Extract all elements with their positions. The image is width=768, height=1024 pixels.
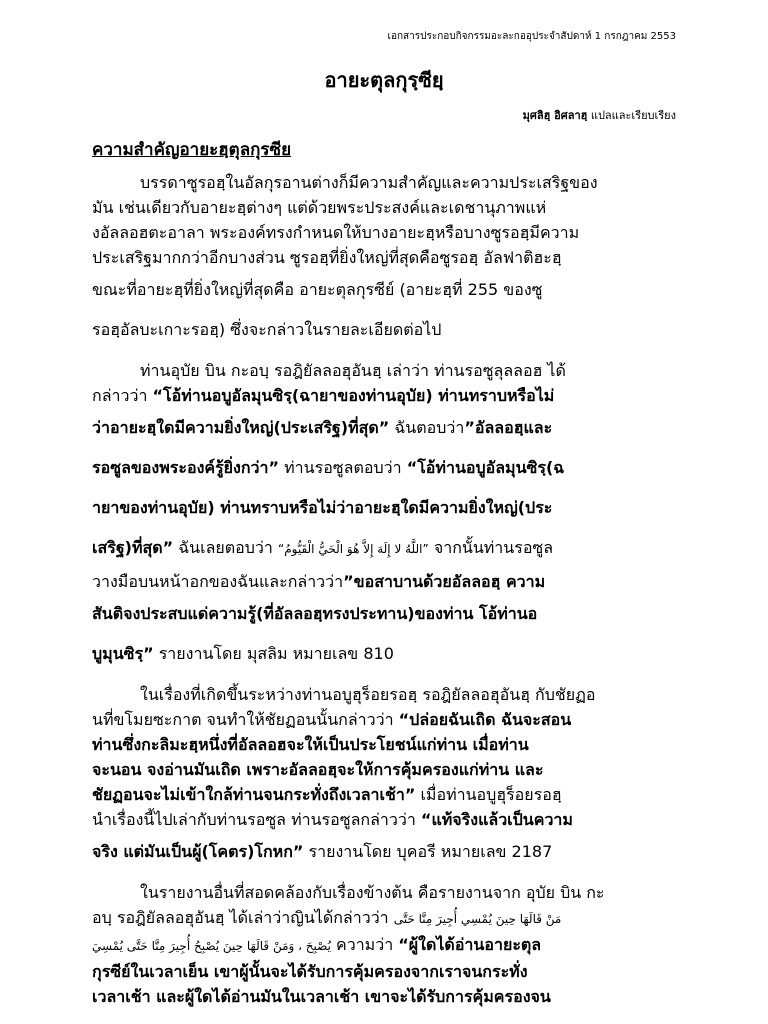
bold-quote: “ปล่อยฉันเถิด ฉันจะสอน: [398, 710, 572, 729]
bold-quote: ”ขอสาบานด้วยอัลลอฮฺ ความ: [343, 572, 546, 591]
translator-credit: [523, 106, 676, 124]
paragraph-line: [92, 528, 682, 569]
arabic-verse: ”اللَّهُ لا إِلَهَ إِلاَّ هُوَ الْحَيُّ الْقَيُّومُ“: [277, 542, 429, 556]
paragraph-line: [92, 832, 682, 872]
paragraph-line: [92, 782, 682, 807]
bold-quote: เวลาเช้า และผู้ใดได้อ่านมันในเวลาเช้า เขาจะได้รับการคุ้มครองจน: [92, 987, 551, 1006]
bold-quote: เสริฐ)ที่สุด”: [92, 538, 174, 557]
paragraph-line: ในเรื่องที่เกิดขึ้นระหว่างท่านอบูฮุร็อยรอฮฺ รอฎิยัลลอฮุอันฮฺ กับชัยฏอ: [140, 685, 596, 704]
text-run: อบฺ รอฎิยัลลอฮุอันฮฺ ได้เล่าว่าญินได้กล่าวว่า: [92, 908, 389, 927]
text-run: นที่ขโมยซะกาต จนทำให้ชัยฏอนนั้นกล่าวว่า: [92, 710, 399, 729]
paragraph-1: [92, 170, 682, 350]
bold-quote: สันติจงประสบแด่ความรู้(ที่อัลลอฮฺทรงประทาน)ของท่าน โอ้ท่านอ: [92, 604, 538, 623]
text-run: ท่านรอซูลตอบว่า: [279, 458, 407, 477]
bold-quote: “โอ้ท่านอบูอัลมุนซิรฺ(ฉายาของท่านอุบัย) ท่านทราบหรือไม่: [152, 386, 555, 405]
bold-quote: กุรซีย์ในเวลาเย็น เขาผู้นั้นจะได้รับการคุ้มครองจากเราจนกระทั่ง: [92, 962, 528, 981]
paragraph-line: บรรดาซูรอฮฺในอัลกุรอานต่างก็มีความสำคัญและความประเสริฐของ: [140, 173, 598, 192]
text-run: ฉันเลยตอบว่า: [173, 538, 273, 557]
paragraph-line: [92, 594, 682, 634]
paragraph-line: [92, 807, 682, 832]
bold-quote: จะนอน จงอ่านมันเถิด เพราะอัลลอฮฺจะให้การคุ้มครองแก่ท่าน และ: [92, 760, 544, 779]
text-run: เมื่อท่านอบูฮุร็อยรอฮฺ: [415, 785, 562, 804]
paragraph-line: [92, 383, 682, 408]
paragraph-line: [92, 905, 682, 932]
bold-quote: “ผู้ใดได้อ่านอายะตุล: [398, 935, 542, 954]
paragraph-line: [92, 488, 682, 528]
bold-quote: “แท้จริงแล้วเป็นความ: [420, 810, 573, 829]
text-run: รายงานโดย บุคอรี หมายเลข 2187: [303, 842, 553, 861]
text-run: กล่าวว่า: [92, 386, 153, 405]
bold-quote: “โอ้ท่านอบูอัลมุนซิรฺ(ฉ: [406, 458, 565, 477]
page-title: อายะตุลกุรฺซียฺ: [324, 68, 444, 92]
bold-quote: ท่านซึ่งกะลิมะฮฺหนึ่งที่อัลลอฮจะให้เป็นประโยชน์แก่ท่าน เมื่อท่าน: [92, 735, 529, 754]
text-run: นำเรื่องนี้ไปเล่ากับท่านรอซูล ท่านรอซูลกล่าวว่า: [92, 810, 421, 829]
text-run: ฉันตอบว่า: [389, 418, 465, 437]
paragraph-line: ขณะที่อายะฮฺที่ยิ่งใหญ่ที่สุดคือ อายะตุลกุรซีย์ (อายะฮฺที่ 255 ของซู: [92, 280, 543, 299]
paragraph-line: ในรายงานอื่นที่สอดคล้องกับเรื่องข้างต้น คือรายงานจาก อุบัย บิน กะ: [140, 883, 605, 902]
translator-role: แปลและเรียบเรียง: [590, 109, 676, 122]
arabic-quote: يُصْبِحَ ، وَمَنْ قَالَهَا حِينَ يُصْبِحُ أُجِيرَ مِنَّا حَتَّى يُمْسِيَ: [92, 939, 331, 953]
text-run: ความว่า: [330, 935, 399, 954]
translator-name: มุศลิฮฺ อิศลาฮฺ: [522, 109, 588, 122]
paragraph-line: ท่านอุบัย บิน กะอบฺ รอฎิยัลลอฮุอันฮฺ เล่าว่า ท่านรอซูลุลลอฮ ได้: [140, 361, 566, 380]
text-run: วางมือบนหน้าอกของฉันและกล่าวว่า: [92, 572, 344, 591]
bold-quote: ว่าอายะฮฺใดมีความยิ่งใหญ่(ประเสริฐ)ที่สุด”: [92, 418, 390, 437]
paragraph-line: ประเสริฐมากกว่าอีกบางส่วน ซูรอฮฺที่ยิ่งใหญ่ที่สุดคือซูรอฮฺ อัลฟาติฮะฮฺ: [92, 248, 562, 267]
arabic-quote: مَنْ قَالَهَا حِينَ يُمْسِي أُجِيرَ مِنَّا حَتَّى: [393, 912, 562, 926]
paragraph-line: [92, 984, 682, 1009]
paragraph-3: [92, 682, 682, 872]
paragraph-line: [92, 569, 682, 594]
paragraph-line: [92, 932, 682, 959]
document-body: [92, 170, 682, 1017]
section-heading: ความสำคัญอายะฮฺตุลกุรซีย: [92, 140, 292, 160]
bold-quote: จริง แต่มันเป็นผู้(โคตร)โกหก”: [92, 842, 304, 861]
bold-quote: ชัยฏอนจะไม่เข้าใกล้ท่านจนกระทั่งถึงเวลาเช้า”: [92, 785, 416, 804]
paragraph-line: [92, 757, 682, 782]
paragraph-line: รอฮฺอัลบะเกาะรอฮฺ) ซึ่งจะกล่าวในรายละเอียดต่อไป: [92, 320, 442, 339]
paragraph-line: [92, 634, 682, 674]
bold-quote: ”อัลลอฮฺและ: [464, 418, 553, 437]
bold-quote: รอซูลของพระองค์รู้ยิ่งกว่า”: [92, 458, 280, 477]
bold-quote: ายาของท่านอุบัย) ท่านทราบหรือไม่ว่าอายะฮฺใดมีความยิ่งใหญ่(ประ: [92, 498, 553, 517]
paragraph-2: [92, 358, 682, 674]
header-note: เอกสารประกอบกิจกรรมอะละกออุประจำสัปดาห์ 1 กรกฎาคม 2553: [387, 31, 676, 42]
paragraph-line: [92, 408, 682, 448]
text-run: จากนั้นท่านรอซูล: [433, 538, 554, 557]
paragraph-line: [92, 959, 682, 984]
paragraph-line: [92, 732, 682, 757]
paragraph-line: มัน เช่นเดียวกับอายะฮฺต่างๆ แต่ด้วยพระประสงค์และเดชานุภาพแห่: [92, 198, 547, 217]
paragraph-line: งอัลลอฮตะอาลา พระองค์ทรงกำหนดให้บางอายะฮฺหรือบางซูรอฮฺมีความ: [92, 223, 580, 242]
paragraph-line: [92, 448, 682, 488]
paragraph-4: [92, 880, 682, 1009]
paragraph-line: [92, 707, 682, 732]
bold-quote: บูมุนซิรฺ”: [92, 644, 154, 663]
text-run: รายงานโดย มุสลิม หมายเลข 810: [153, 644, 394, 663]
